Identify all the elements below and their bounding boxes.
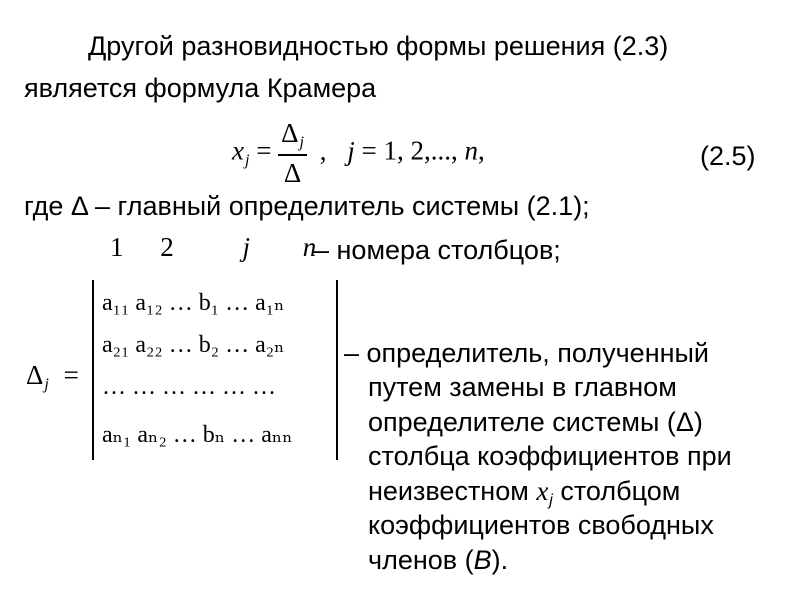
explanation-line-5-post: столбцом bbox=[552, 476, 681, 506]
explanation-var-b: B bbox=[473, 545, 492, 575]
det-equals: = bbox=[63, 360, 79, 390]
intro-line-1: Другой разновидностью формы решения (2.3) bbox=[88, 31, 669, 61]
equation-number: (2.5) bbox=[700, 141, 756, 171]
explanation-line-7-pre: членов ( bbox=[368, 545, 474, 575]
formula-fraction bbox=[278, 118, 307, 189]
formula-index-equals: = bbox=[361, 135, 377, 166]
cramer-formula bbox=[232, 118, 485, 189]
determinant-matrix bbox=[92, 280, 338, 460]
explanation-line-4: столбца коэффициентов при bbox=[368, 441, 732, 471]
explanation-line-6: коэффициентов свободных bbox=[368, 510, 714, 540]
explanation-line-5-pre: неизвестном bbox=[368, 476, 537, 506]
formula-numerator-sub: j bbox=[299, 134, 304, 151]
explanation-var-sub: j bbox=[549, 492, 553, 509]
col-number-n: n bbox=[302, 232, 317, 262]
det-row-3: … … … … … … bbox=[102, 374, 276, 400]
where-line: где Δ – главный определитель системы (2.1); bbox=[24, 191, 590, 221]
formula-numerator: Δ bbox=[281, 118, 299, 148]
det-row-1: a₁₁ a₁₂ … b₁ … a₁ₙ bbox=[102, 290, 285, 316]
formula-index-end: , bbox=[478, 135, 485, 166]
formula-denominator: Δ bbox=[283, 158, 302, 188]
formula-index-var: j bbox=[347, 135, 355, 166]
col-number-2: 2 bbox=[160, 232, 174, 262]
det-lhs bbox=[26, 360, 79, 394]
det-lhs-sub: j bbox=[44, 376, 49, 393]
formula-index-list: 1, 2,..., bbox=[383, 135, 465, 166]
det-row-2: a₂₁ a₂₂ … b₂ … a₂ₙ bbox=[102, 332, 285, 358]
columns-description: – номера столбцов; bbox=[314, 235, 561, 265]
explanation-line-7-post: ). bbox=[491, 545, 509, 575]
formula-index-last: n bbox=[464, 135, 478, 166]
explanation-line-7 bbox=[368, 543, 508, 578]
det-lhs-delta: Δ bbox=[26, 360, 44, 390]
formula-comma: , bbox=[319, 135, 327, 166]
formula-lhs-sub: j bbox=[244, 151, 250, 169]
formula-lhs-var: x bbox=[232, 135, 244, 166]
intro-line-2: является формула Крамера bbox=[24, 73, 377, 103]
column-numbers-line bbox=[110, 232, 316, 263]
formula-equals: = bbox=[256, 135, 272, 166]
fraction-bar bbox=[278, 154, 307, 156]
explanation-line-2: путем замены в главном bbox=[368, 372, 677, 402]
det-row-4: aₙ₁ aₙ₂ … bₙ … aₙₙ bbox=[102, 422, 293, 448]
explanation-line-3: определителе системы (Δ) bbox=[368, 407, 703, 437]
col-number-j: j bbox=[242, 232, 251, 262]
col-number-1: 1 bbox=[110, 232, 124, 262]
explanation-var-x: x bbox=[536, 476, 549, 506]
explanation-line-1: – определитель, полученный bbox=[344, 338, 710, 368]
